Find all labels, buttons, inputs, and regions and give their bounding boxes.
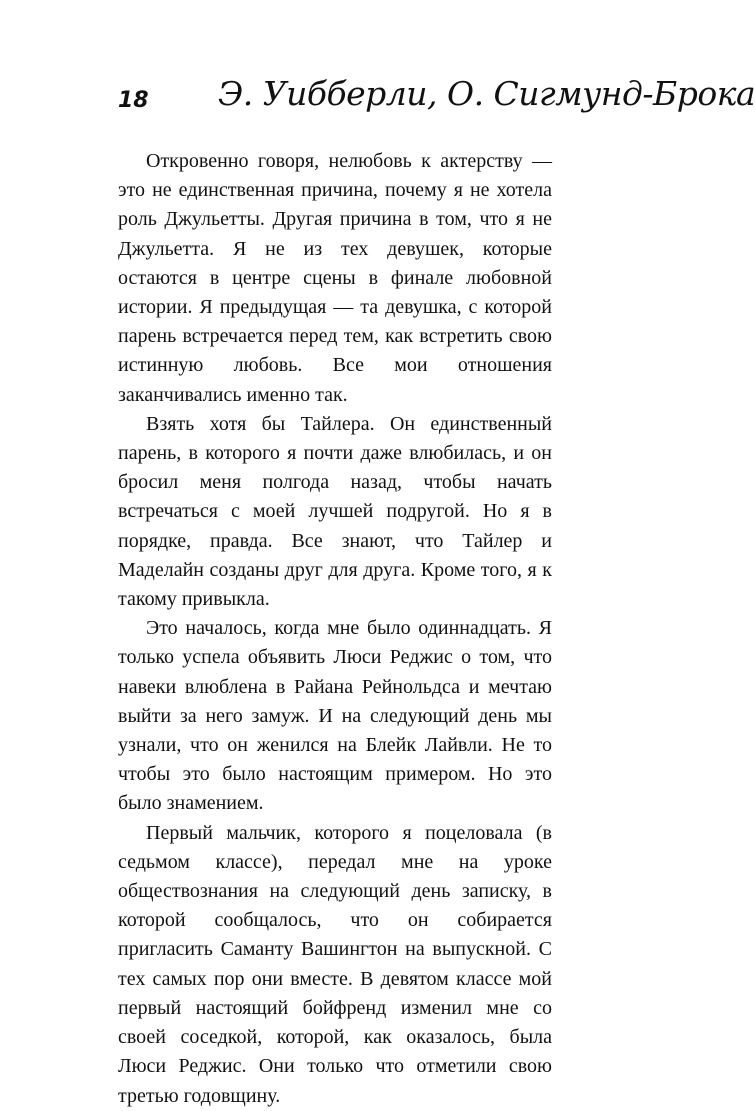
paragraph: Откровенно говоря, нелюбовь к актерству — это не единственная причина, почему я не хотела роль Джульетты. Другая причина в том, что я не Джульетта. Я не из тех девушек, которые остаются в центре сцены в финале любовной истории. Я предыдущая — та девушка, с которой парень встречается перед тем, как встретить свою истинную любовь. Все мои отношения заканчивались именно так. <box>118 150 552 406</box>
page-number: 18 <box>118 88 149 113</box>
running-head <box>118 70 755 126</box>
paragraph: Это началось, когда мне было одиннадцать. Я только успела объявить Люси Реджис о том, что навеки влюблена в Райана Рейнольдса и мечтаю выйти за него замуж. И на следующий день мы узнали, что он женился на Блейк Лайвли. Не то чтобы это было настоящим примером. Но это было знамением. <box>118 617 552 815</box>
paragraph: Первый мальчик, которого я поцеловала (в седьмом классе), передал мне на уроке обществознания на следующий день записку, в которой сообщалось, что он собирается пригласить Саманту Вашингтон на выпускной. С тех самых пор они вместе. В девятом классе мой первый настоящий бойфренд изменил мне со своей соседкой, которой, как оказалось, была Люси Реджис. Они только что отметили свою третью годовщину. <box>118 821 552 1107</box>
body-text <box>118 147 552 1111</box>
paragraph: Взять хотя бы Тайлера. Он единственный парень, в которого я почти даже влюбилась, и он бросил меня полгода назад, чтобы начать встречаться с моей лучшей подругой. Но я в порядке, правда. Все знают, что Тайлер и Маделайн созданы друг для друга. Кроме того, я к такому привыкла. <box>118 412 552 611</box>
running-head-authors: Э. Уибберли, О. Сигмунд-Брока <box>218 74 755 113</box>
